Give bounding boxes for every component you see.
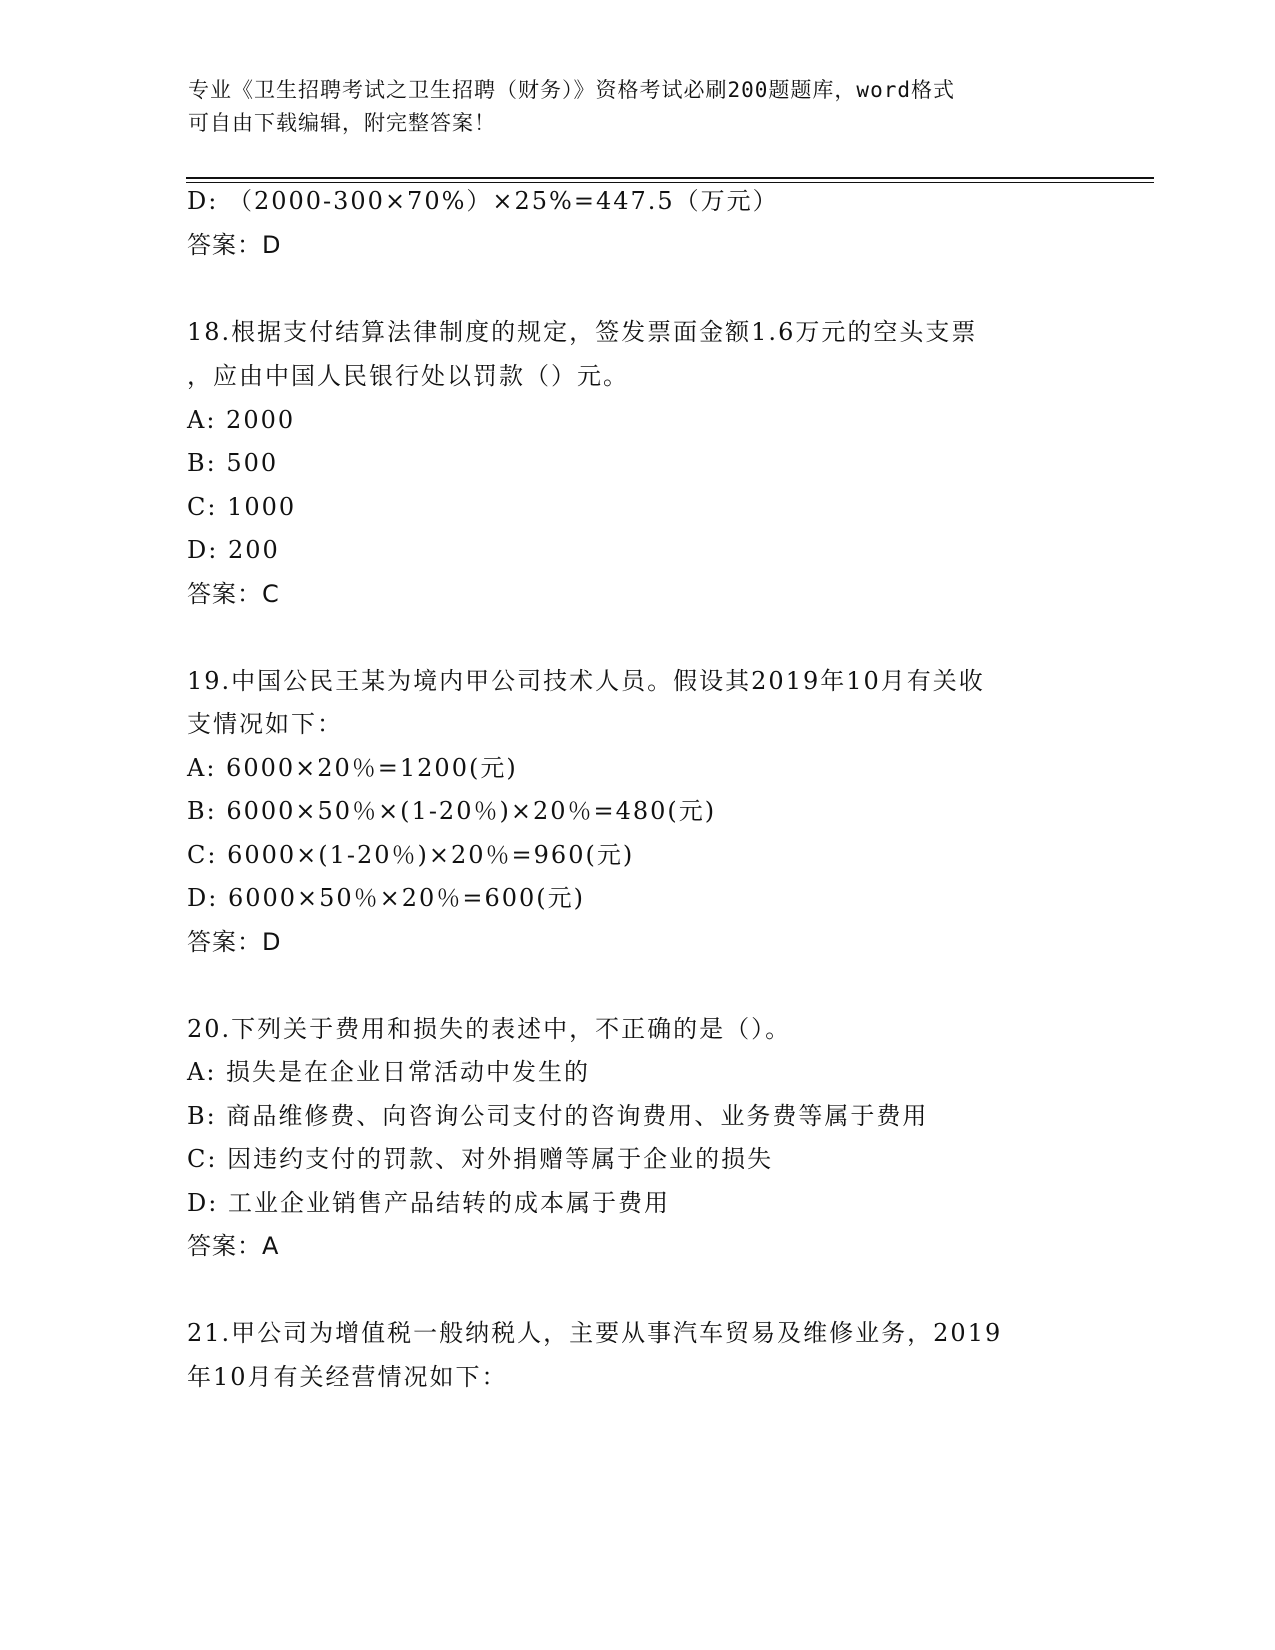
q18-answer: 答案：C [187,580,280,608]
q18-option-d: D: 200 [187,536,280,564]
q20-answer: 答案：A [187,1232,280,1260]
q21-stem-line-2: 年10月有关经营情况如下： [187,1363,508,1391]
q18-stem-line-1: 18.根据支付结算法律制度的规定，签发票面金额1.6万元的空头支票 [187,318,978,346]
q18-stem-line-2: ，应由中国人民银行处以罚款（）元。 [187,362,629,390]
q19-answer: 答案：D [187,928,282,956]
q19-stem-line-1: 19.中国公民王某为境内甲公司技术人员。假设其2019年10月有关收 [187,667,985,695]
q21-stem-line-1: 21.甲公司为增值税一般纳税人，主要从事汽车贸易及维修业务，2019 [187,1319,1003,1347]
header-line-2: 可自由下载编辑，附完整答案！ [188,111,496,135]
q20-option-d: D: 工业企业销售产品结转的成本属于费用 [187,1189,670,1217]
q20-option-b: B: 商品维修费、向咨询公司支付的咨询费用、业务费等属于费用 [187,1102,929,1130]
header-line-1: 专业《卫生招聘考试之卫生招聘（财务）》资格考试必刷200题题库，word格式 [188,78,955,102]
q20-option-c: C: 因违约支付的罚款、对外捐赠等属于企业的损失 [187,1145,774,1173]
q18-option-b: B: 500 [187,449,279,477]
q19-stem-line-2: 支情况如下： [187,710,343,738]
q19-option-b: B: 6000×50％×(1-20％)×20％=480(元) [187,797,717,825]
q19-option-c: C: 6000×(1-20％)×20％=960(元) [187,841,635,869]
header-divider-thick [186,177,1154,179]
q17-option-d: D: （2000-300×70%）×25%=447.5（万元） [187,187,779,215]
q17-answer: 答案：D [187,231,282,259]
header-divider-thin [186,182,1154,183]
q19-option-d: D: 6000×50％×20％=600(元) [187,884,585,912]
q18-option-c: C: 1000 [187,493,297,521]
document-header [188,74,1068,140]
q18-option-a: A: 2000 [187,406,296,434]
q20-option-a: A: 损失是在企业日常活动中发生的 [187,1058,591,1086]
q20-stem-line-1: 20.下列关于费用和损失的表述中，不正确的是（）。 [187,1015,792,1043]
q19-option-a: A: 6000×20％=1200(元) [187,754,518,782]
